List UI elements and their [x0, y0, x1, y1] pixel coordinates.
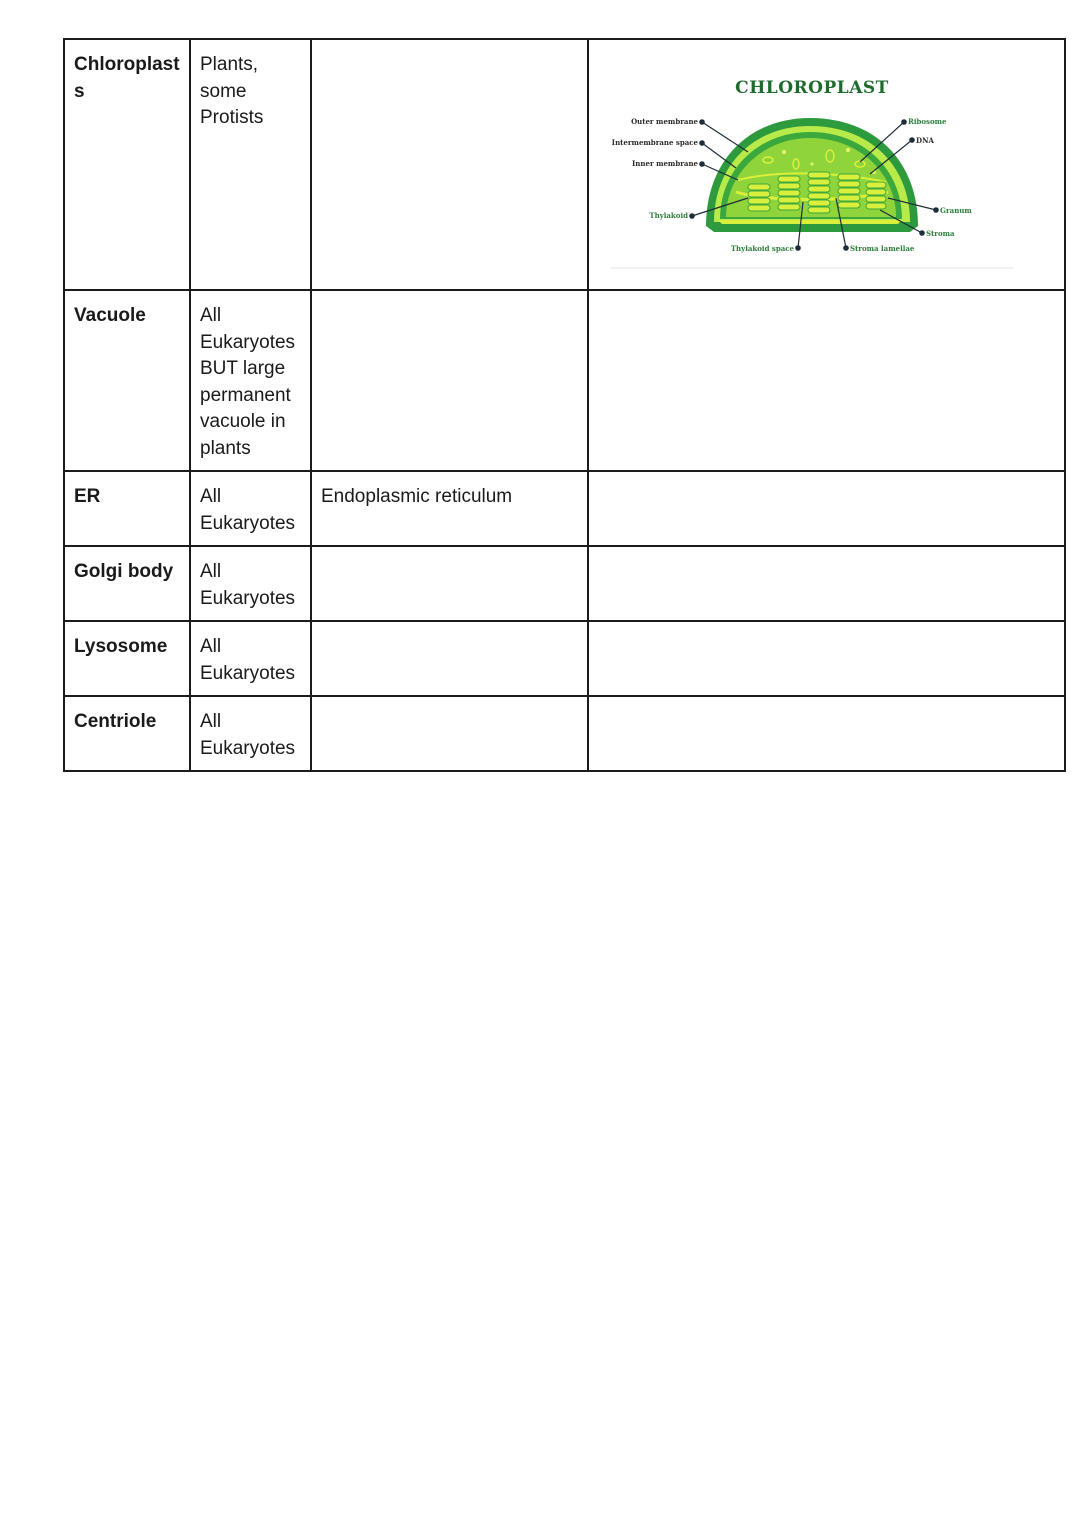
label-ribosome: Ribosome: [908, 117, 947, 126]
structure-cell: [311, 290, 588, 471]
label-thylakoid-space: Thylakoid space: [730, 244, 794, 253]
label-dna: DNA: [916, 136, 934, 145]
found-in: Plants, some Protists: [190, 39, 311, 290]
notes-cell: [588, 696, 1065, 771]
label-inner-membrane: Inner membrane: [632, 159, 698, 168]
structure-cell: [311, 696, 588, 771]
label-granum: Granum: [940, 206, 972, 215]
label-stroma-lamellae: Stroma lamellae: [850, 244, 915, 253]
table-row-er: [64, 471, 1065, 546]
found-in: All Eukaryotes: [190, 471, 311, 546]
table-row-golgi-body: [64, 546, 1065, 621]
notes-cell: [588, 621, 1065, 696]
table-row-centriole: [64, 696, 1065, 771]
notes-cell: [588, 290, 1065, 471]
structure-cell: [311, 39, 588, 290]
structure-cell: [311, 621, 588, 696]
found-in: All Eukaryotes BUT large permanent vacuole in plants: [190, 290, 311, 471]
diagram-cell: [588, 39, 1065, 290]
label-intermembrane-space: Intermembrane space: [611, 138, 698, 147]
organelle-name: Chloroplasts: [64, 39, 190, 290]
table-row-lysosome: [64, 621, 1065, 696]
label-thylakoid: Thylakoid: [649, 211, 688, 220]
organelle-name: ER: [64, 471, 190, 546]
notes-cell: [588, 546, 1065, 621]
found-in: All Eukaryotes: [190, 696, 311, 771]
notes-cell: [588, 471, 1065, 546]
organelle-name: Lysosome: [64, 621, 190, 696]
found-in: All Eukaryotes: [190, 546, 311, 621]
structure-cell: Endoplasmic reticulum: [311, 471, 588, 546]
organelle-name: Centriole: [64, 696, 190, 771]
organelle-name: Vacuole: [64, 290, 190, 471]
organelle-table: [63, 38, 1066, 772]
label-outer-membrane: Outer membrane: [631, 117, 698, 126]
chloroplast-diagram: [598, 52, 1073, 281]
organelle-name: Golgi body: [64, 546, 190, 621]
label-stroma: Stroma: [926, 229, 955, 238]
table-row-vacuole: [64, 290, 1065, 471]
diagram-title: CHLOROPLAST: [735, 78, 889, 98]
table-row-chloroplasts: [64, 39, 1065, 290]
found-in: All Eukaryotes: [190, 621, 311, 696]
structure-cell: [311, 546, 588, 621]
